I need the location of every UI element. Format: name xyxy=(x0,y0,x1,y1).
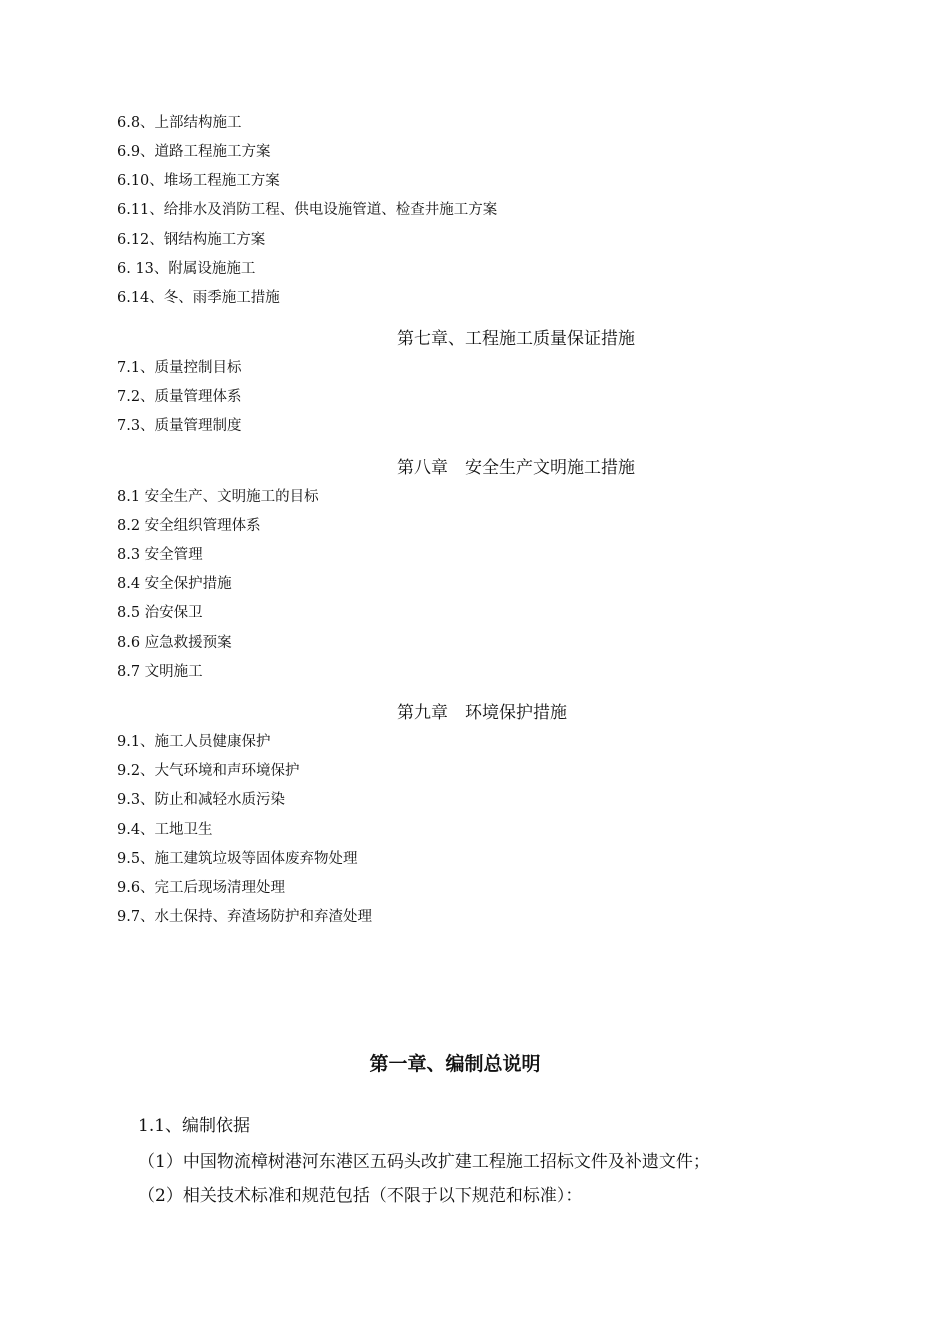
toc-item-9-2: 9.2、大气环境和声环境保护 xyxy=(117,763,300,779)
toc-item-6-10: 6.10、堆场工程施工方案 xyxy=(117,173,280,189)
toc-item-9-4: 9.4、工地卫生 xyxy=(117,822,213,838)
toc-item-8-2: 8.2 安全组织管理体系 xyxy=(117,518,261,534)
toc-item-8-6: 8.6 应急救援预案 xyxy=(117,635,232,651)
toc-item-6-14: 6.14、冬、雨季施工措施 xyxy=(117,290,280,306)
toc-item-8-1: 8.1 安全生产、文明施工的目标 xyxy=(117,489,319,505)
toc-chapter8-heading: 第八章 安全生产文明施工措施 xyxy=(397,458,635,478)
toc-chapter7-heading: 第七章、工程施工质量保证措施 xyxy=(397,329,635,349)
toc-item-9-7: 9.7、水土保持、弃渣场防护和弃渣处理 xyxy=(117,909,373,925)
toc-item-8-7: 8.7 文明施工 xyxy=(117,664,203,680)
toc-item-6-11: 6.11、给排水及消防工程、供电设施管道、检查井施工方案 xyxy=(117,202,498,218)
toc-item-6-13: 6. 13、附属设施施工 xyxy=(117,261,256,277)
chapter-title: 第一章、编制总说明 xyxy=(369,1053,541,1075)
toc-item-6-9: 6.9、道路工程施工方案 xyxy=(117,144,271,160)
section-heading: 1.1、编制依据 xyxy=(138,1116,251,1136)
toc-item-8-5: 8.5 治安保卫 xyxy=(117,605,203,621)
toc-item-7-3: 7.3、质量管理制度 xyxy=(117,418,242,434)
toc-item-6-8: 6.8、上部结构施工 xyxy=(117,115,242,131)
toc-item-9-1: 9.1、施工人员健康保护 xyxy=(117,734,271,750)
toc-chapter9-heading: 第九章 环境保护措施 xyxy=(397,703,567,723)
body-paragraph-2: （2）相关技术标准和规范包括（不限于以下规范和标准）： xyxy=(138,1186,583,1206)
toc-item-9-3: 9.3、防止和减轻水质污染 xyxy=(117,792,286,808)
toc-item-7-2: 7.2、质量管理体系 xyxy=(117,389,242,405)
body-paragraph-1: （1）中国物流樟树港河东港区五码头改扩建工程施工招标文件及补遗文件； xyxy=(138,1152,710,1172)
toc-item-7-1: 7.1、质量控制目标 xyxy=(117,360,242,376)
toc-item-9-6: 9.6、完工后现场清理处理 xyxy=(117,880,286,896)
toc-item-9-5: 9.5、施工建筑垃圾等固体废弃物处理 xyxy=(117,851,358,867)
toc-item-6-12: 6.12、钢结构施工方案 xyxy=(117,232,266,248)
toc-item-8-3: 8.3 安全管理 xyxy=(117,547,203,563)
toc-item-8-4: 8.4 安全保护措施 xyxy=(117,576,232,592)
